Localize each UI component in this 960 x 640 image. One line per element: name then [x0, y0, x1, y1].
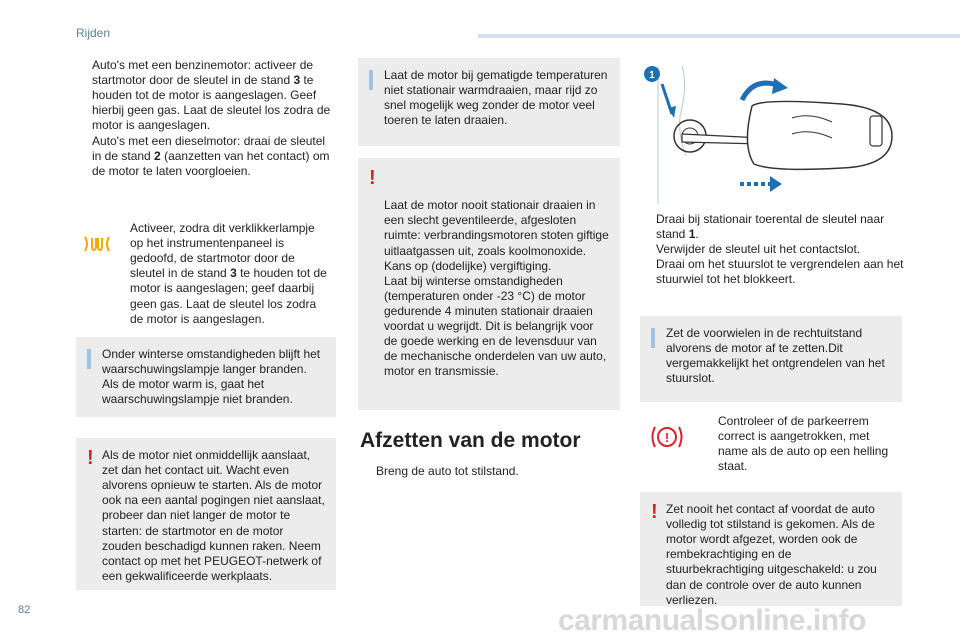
info-box-text: Onder winterse omstandigheden blijft het waarschuwingslampje langer branden. Als de motor warm is, gaat het waarschuwingslampje niet branden. [102, 347, 321, 407]
info-icon [651, 328, 655, 348]
bullet-marker [642, 242, 656, 257]
bullet-remove-key [642, 242, 904, 257]
bullet-marker [704, 414, 718, 474]
bullet-turn-key [642, 212, 904, 242]
bullet-diesel [78, 134, 336, 179]
key-ignition-figure [642, 56, 902, 204]
info-box-warmup [358, 58, 620, 146]
bullet-marker [78, 134, 92, 179]
preheat-lamp-icon [82, 234, 112, 258]
bullet-marker [642, 212, 656, 242]
lamp-text: te houden tot de motor is aangeslagen; geef daarbij geen gas. Laat de sleutel los zodra de motor is aangeslagen. [130, 266, 327, 326]
bullet-text: Draai bij stationair toerental de sleutel naar stand [656, 212, 885, 242]
bullet-text: Verwijder de sleutel uit het contactslot. [656, 242, 861, 257]
bullet-petrol [78, 58, 336, 134]
bullet-marker [362, 464, 376, 479]
lamp-text: Activeer, zodra dit verklikkerlampje op het instrumentenpaneel is gedoofd, de startmotor door de sleutel in de stand [130, 221, 315, 281]
bullet-marker [78, 58, 92, 134]
bullet-bold: 3 [293, 73, 301, 88]
parking-brake-icon [650, 424, 684, 454]
col1-bullets [78, 58, 336, 179]
warning-box-text: Als de motor niet onmiddellijk aanslaat, zet dan het contact uit. Wacht even alvorens opnieuw te starten. Als de motor ook na een aantal pogingen niet aanslaat, probeer dan niet langer de motor te starten: de startmotor en de motor zouden beschadigd kunnen raken. Neem contact op met het PEUGEOT-netwerk of een gekwalificeerde werkplaats. [102, 448, 325, 583]
warning-icon: ! [651, 501, 658, 523]
info-icon [369, 70, 373, 90]
header-bar [478, 34, 960, 38]
bullet-marker [642, 257, 656, 287]
figure-callout: 1 [649, 70, 655, 81]
lamp-paragraph [130, 221, 330, 327]
info-box-wheels [640, 316, 902, 402]
svg-text:!: ! [664, 430, 670, 445]
info-box-text: Zet de voorwielen in de rechtuitstand alvorens de motor af te zetten.Dit vergemakkelijkt het ontgrendelen van het stuurslot. [666, 326, 885, 386]
bullet-parking-brake [704, 414, 900, 474]
bullet-text: te houden tot de motor is aangeslagen. Geef hierbij geen gas. Laat de sleutel los zodra de motor is aangeslagen. [92, 73, 331, 133]
warning-box-text: Laat de motor nooit stationair draaien in een slecht geventileerde, afgesloten ruimte: verbrandingsmotoren stoten giftige uitlaatgassen uit, zoals koolmonoxide. Kans op (dodelijke) vergiftiging. Laat bij winterse omstandigheden (temperaturen onder -23 °C) de motor gedurende 4 minuten stationair draaien voordat u wegrijdt. Dit is belangrijk voor de goede werking en de levensduur van de mechanische onderdelen van uw auto, motor en transmissie. [384, 198, 609, 379]
warning-box-idle [358, 158, 620, 410]
bullet-text: Auto's met een dieselmotor: draai de sleutel in de stand [92, 133, 326, 163]
warning-icon: ! [87, 447, 94, 469]
bullet-lock-steering [642, 257, 904, 287]
watermark: carmanualsonline.info [558, 604, 866, 637]
bullet-text: Breng de auto tot stilstand. [376, 464, 519, 478]
bullet-stop-car [362, 464, 618, 479]
info-box-winter [76, 337, 336, 417]
warning-box-text: Zet nooit het contact af voordat de auto volledig tot stilstand is gekomen. Als de motor wordt afgezet, worden ook de rembekrachtiging en de stuurbekrachtiging uitgeschakeld: u zou dan de controle over de auto kunnen verliezen. [666, 502, 877, 607]
bullet-text: Controleer of de parkeerrem correct is aangetrokken, met name als de auto op een helling staat. [718, 414, 889, 474]
section-heading: Afzetten van de motor [360, 429, 581, 452]
info-icon [87, 349, 91, 369]
lamp-bold: 3 [230, 266, 237, 281]
section-title: Rijden [76, 26, 111, 40]
bullet-text: . [695, 227, 699, 242]
bullet-bold: 2 [154, 148, 161, 163]
warning-box-ignition-off [640, 492, 902, 606]
page-number: 82 [18, 604, 31, 616]
warning-box-starter [76, 438, 336, 590]
bullet-bold: 1 [688, 227, 696, 242]
bullet-text: Auto's met een benzinemotor: activeer de startmotor door de sleutel in de stand [92, 58, 314, 88]
bullet-text: Draai om het stuurslot te vergrendelen aan het stuurwiel tot het blokkeert. [656, 257, 904, 287]
bullet-text: (aanzetten van het contact) om de motor te laten voorgloeien. [92, 148, 330, 178]
warning-icon: ! [369, 167, 376, 189]
col3-bullets [642, 212, 904, 288]
info-box-text: Laat de motor bij gematigde temperaturen niet stationair warmdraaien, maar rijd zo snel mogelijk weg zonder de motor veel toeren te laten draaien. [384, 68, 608, 128]
